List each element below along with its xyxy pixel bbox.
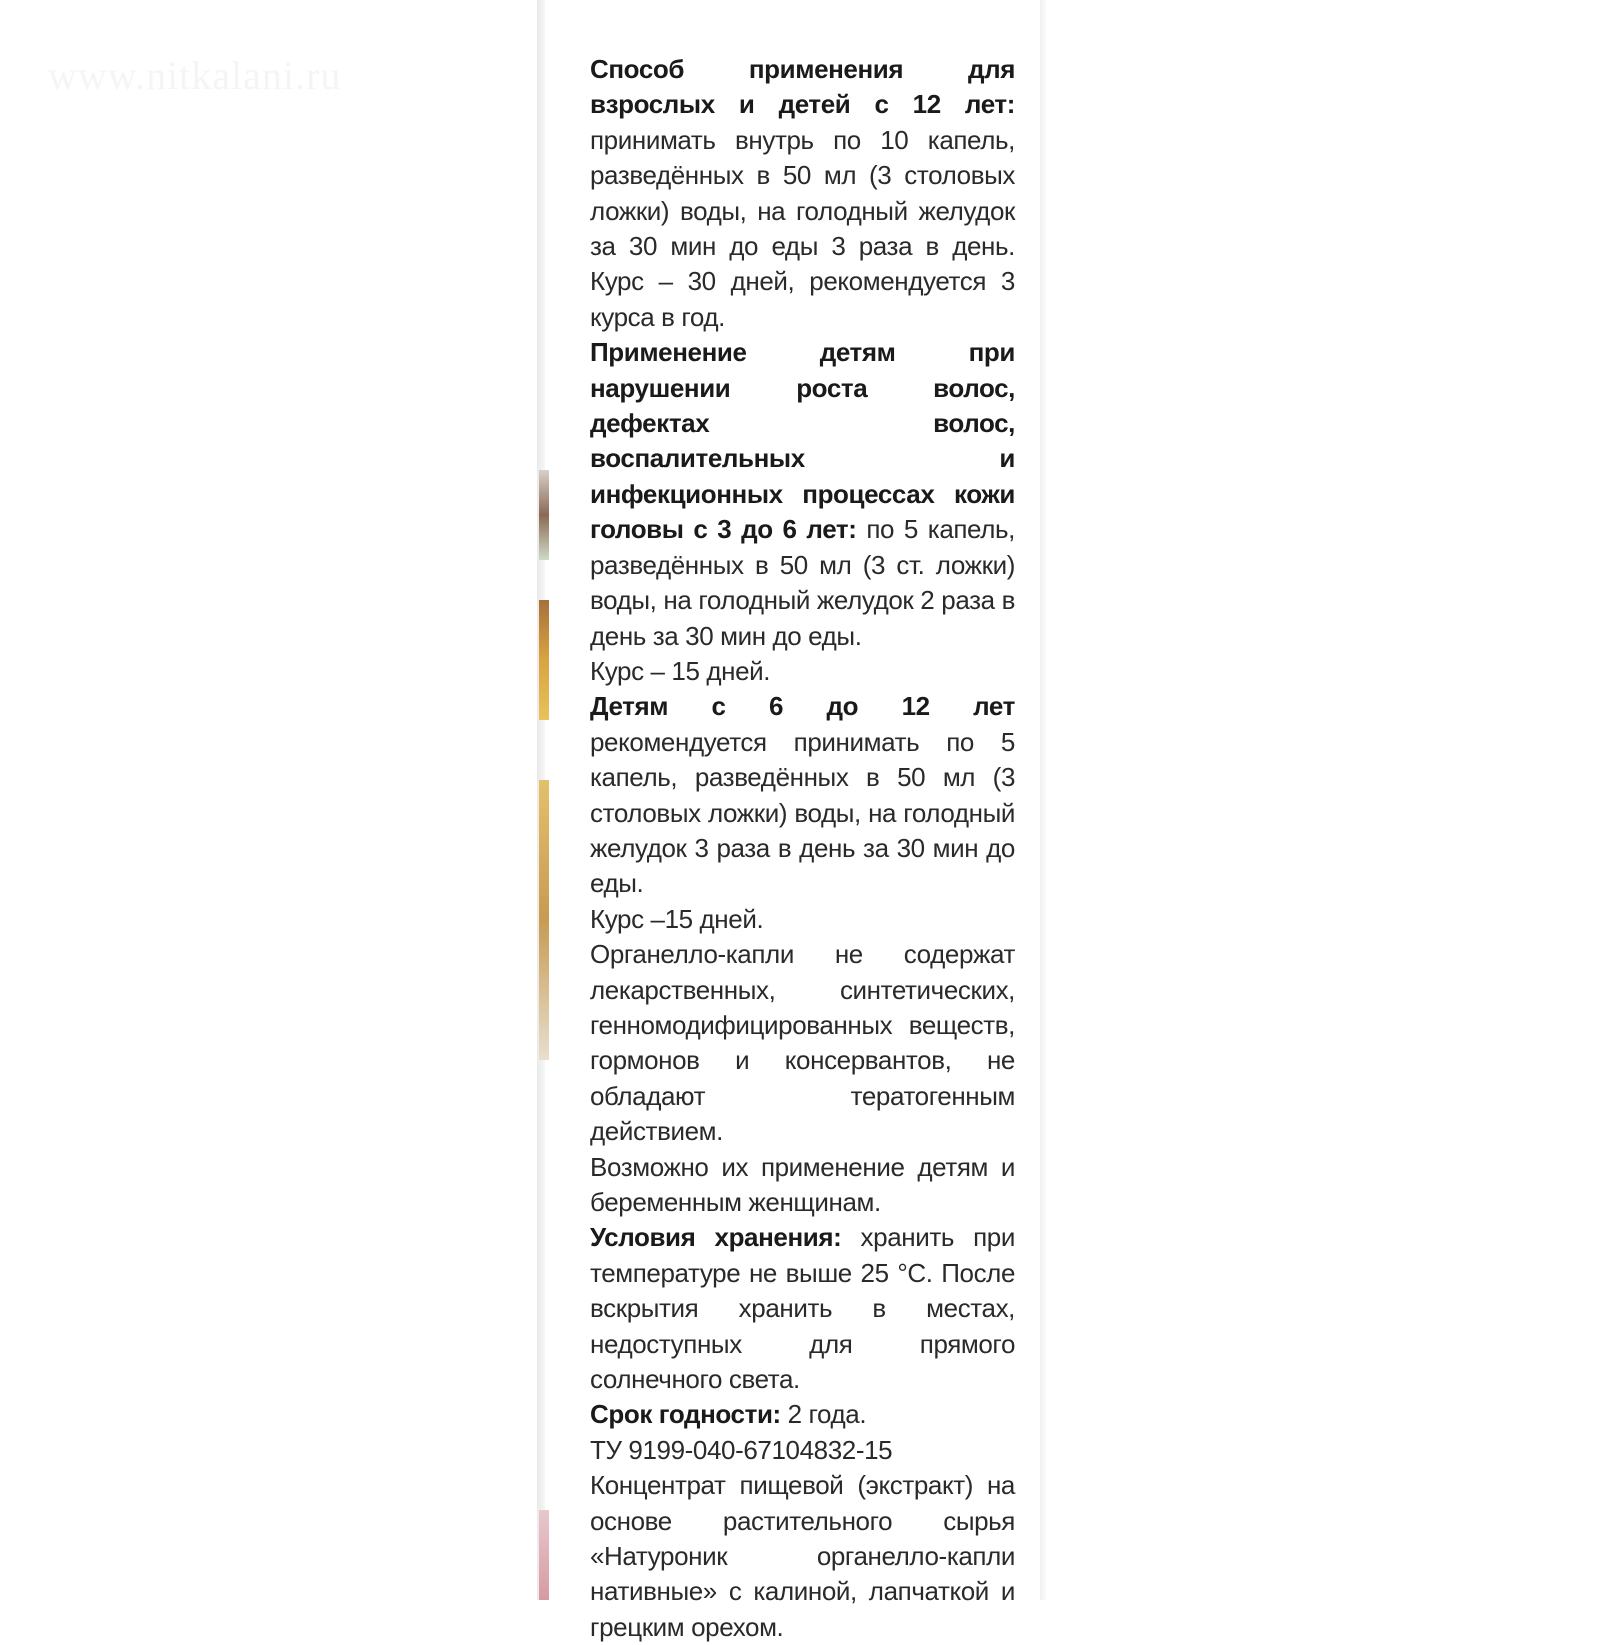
package-text-panel [590,52,1015,1645]
children-3-6-usage [590,335,1015,654]
package-artwork-strip [539,780,549,1060]
package-artwork-strip [539,470,549,560]
adults-usage-heading: Способ применения для взрослых и детей с 12 лет: [590,54,1015,120]
technical-standard: ТУ 9199-040-67104832-15 [590,1434,893,1465]
shelf-life-heading: Срок годности: [590,1399,781,1430]
pregnancy-note: Возможно их применение детям и беременным женщинам. [590,1151,1015,1217]
watermark: www.nitkalani.ru [48,53,342,98]
children-6-12-course: Курс –15 дней. [590,903,764,934]
children-6-12-text: рекомендуется принимать по 5 капель, разведённых в 50 мл (3 столовых ложки) воды, на голодный желудок 3 раза в день за 30 мин до еды. [590,726,1015,899]
storage-text: хранить при температуре не выше 25 °С. После вскрытия хранить в местах, недоступных для прямого солнечного света. [590,1222,1015,1395]
shelf-life [590,1397,1015,1432]
children-3-6-heading: Применение детям при нарушении роста волос, дефектах волос, воспалительных и инфекционных процессах кожи головы с 3 до 6 лет: [590,337,1015,545]
adults-usage [590,52,1015,335]
storage-heading: Условия хранения: [590,1222,842,1253]
package-right-edge [1040,0,1046,1600]
adults-usage-text: принимать внутрь по 10 капель, разведённых в 50 мл (3 столовых ложки) воды, на голодный желудок за 30 мин до еды 3 раза в день. Курс – 30 дней, рекомендуется 3 курса в год. [590,124,1015,332]
shelf-life-text: 2 года. [780,1399,867,1430]
children-3-6-text: по 5 капель, разведённых в 50 мл (3 ст. ложки) воды, на голодный желудок 2 раза в день за 30 мин до еды. [590,514,1015,651]
children-6-12-usage [590,689,1015,901]
background-left [0,0,540,1600]
composition-note: Органелло-капли не содержат лекарственных, синтетических, генномодифицированных веществ, гормонов и консервантов, не обладают тератогенным действием. [590,939,1015,1147]
children-6-12-heading: Детям с 6 до 12 лет [590,691,1015,722]
product-description: Концентрат пищевой (экстракт) на основе растительного сырья «Натуроник органелло-капли нативные» с калиной, лапчаткой и грецким орехом. [590,1470,1015,1642]
package-artwork-strip [539,1510,549,1600]
package-artwork-strip [539,600,549,720]
children-3-6-course: Курс – 15 дней. [590,655,771,686]
storage-conditions [590,1220,1015,1397]
